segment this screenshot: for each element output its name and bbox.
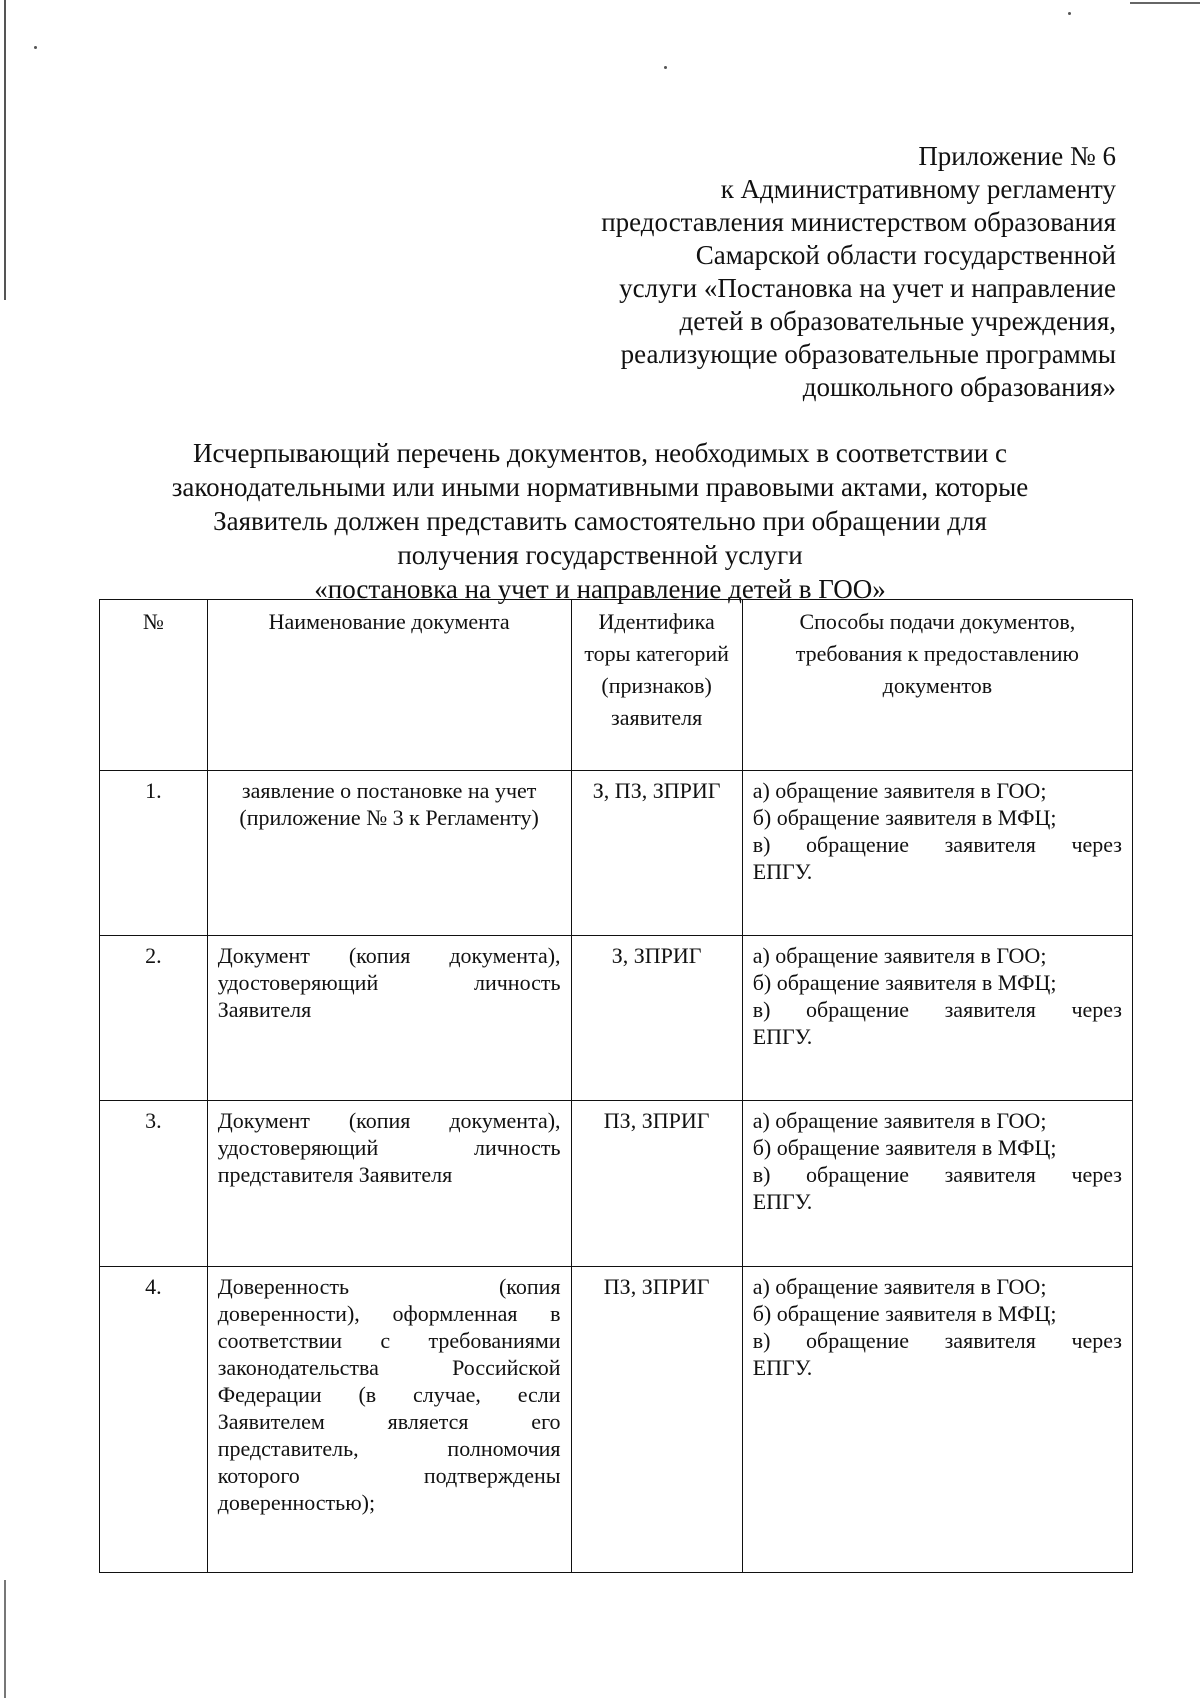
row-applicant-ids: ПЗ, ЗПРИГ <box>571 1267 742 1573</box>
row-document-name: Документ (копия документа), удостоверяющий личность Заявителя <box>207 936 571 1101</box>
row-document-name: Документ (копия документа), удостоверяющий личность представителя Заявителя <box>207 1101 571 1267</box>
table-row <box>100 936 1133 1101</box>
method-a: а) обращение заявителя в ГОО; <box>752 778 1047 803</box>
method-a: а) обращение заявителя в ГОО; <box>752 1108 1047 1133</box>
title-line: Исчерпывающий перечень документов, необходимых в соответствии с <box>192 438 1008 468</box>
row-number: 1. <box>100 771 208 936</box>
row-document-name: заявление о постановке на учет (приложение № 3 к Регламенту) <box>207 771 571 936</box>
method-b: б) обращение заявителя в МФЦ; <box>752 970 1057 995</box>
appendix-line: Приложение № 6 <box>918 141 1116 171</box>
scan-edge-left-bottom <box>4 1580 6 1698</box>
row-submission-methods <box>742 1101 1132 1267</box>
method-c: в) обращение заявителя через <box>752 832 1122 857</box>
appendix-line: детей в образовательные учреждения, <box>679 306 1116 336</box>
method-c: в) обращение заявителя через <box>752 1162 1122 1187</box>
table-row <box>100 1267 1133 1573</box>
header-applicant-ids: Идентифика торы категорий (признаков) заявителя <box>571 600 742 771</box>
table-row <box>100 1101 1133 1267</box>
method-c-end: ЕПГУ. <box>752 1355 813 1380</box>
row-applicant-ids: ПЗ, ЗПРИГ <box>571 1101 742 1267</box>
method-c-end: ЕПГУ. <box>752 859 813 884</box>
header-submission-methods: Способы подачи документов, требования к предоставлению документов <box>742 600 1132 771</box>
row-number: 2. <box>100 936 208 1101</box>
row-number: 4. <box>100 1267 208 1573</box>
row-submission-methods <box>742 1267 1132 1573</box>
row-applicant-ids: З, ПЗ, ЗПРИГ <box>571 771 742 936</box>
method-b: б) обращение заявителя в МФЦ; <box>752 805 1057 830</box>
method-c: в) обращение заявителя через <box>752 1328 1122 1353</box>
title-line: получения государственной услуги <box>397 540 803 570</box>
method-b: б) обращение заявителя в МФЦ; <box>752 1301 1057 1326</box>
title-line: Заявитель должен представить самостоятельно при обращении для <box>213 506 987 536</box>
scan-speck <box>1068 12 1071 15</box>
scan-edge-top <box>1130 2 1200 4</box>
method-c-end: ЕПГУ. <box>752 1189 813 1214</box>
documents-table <box>99 599 1133 1573</box>
header-number: № <box>100 600 208 771</box>
appendix-line: реализующие образовательные программы <box>620 339 1116 369</box>
row-applicant-ids: З, ЗПРИГ <box>571 936 742 1101</box>
title-line: законодательными или иными нормативными правовыми актами, которые <box>171 472 1029 502</box>
appendix-line: дошкольного образования» <box>802 372 1116 402</box>
method-a: а) обращение заявителя в ГОО; <box>752 1274 1047 1299</box>
row-submission-methods <box>742 771 1132 936</box>
appendix-line: Самарской области государственной <box>695 240 1116 270</box>
title-line: «постановка на учет и направление детей в ГОО» <box>314 574 886 604</box>
appendix-line: предоставления министерством образования <box>601 207 1116 237</box>
table-header-row <box>100 600 1133 771</box>
appendix-line: к Административному регламенту <box>720 174 1116 204</box>
table-row <box>100 771 1133 936</box>
method-b: б) обращение заявителя в МФЦ; <box>752 1135 1057 1160</box>
scan-edge-left <box>4 0 6 300</box>
scan-speck <box>664 66 667 69</box>
row-number: 3. <box>100 1101 208 1267</box>
row-submission-methods <box>742 936 1132 1101</box>
method-a: а) обращение заявителя в ГОО; <box>752 943 1047 968</box>
scan-speck <box>34 46 37 49</box>
appendix-header <box>496 140 1116 404</box>
appendix-line: услуги «Постановка на учет и направление <box>619 273 1116 303</box>
method-c: в) обращение заявителя через <box>752 997 1122 1022</box>
document-title <box>150 436 1050 606</box>
header-document-name: Наименование документа <box>207 600 571 771</box>
row-document-name: Доверенность (копия доверенности), оформленная в соответствии с требованиями законодательства Российской Федерации (в случае, если Заявителем является его представитель, полномочия которого подтверждены доверенностью); <box>207 1267 571 1573</box>
method-c-end: ЕПГУ. <box>752 1024 813 1049</box>
